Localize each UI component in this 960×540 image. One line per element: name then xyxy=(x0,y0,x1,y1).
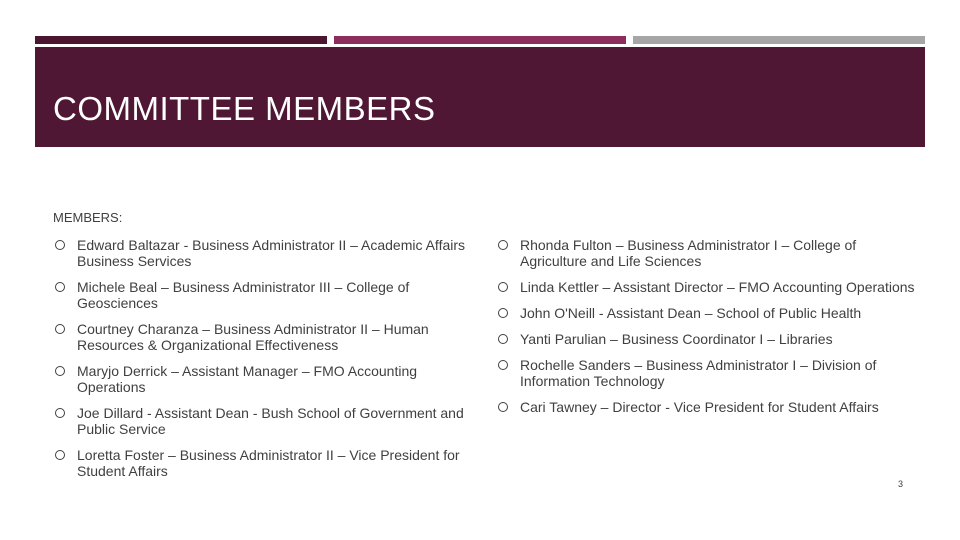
circle-bullet-icon xyxy=(498,360,508,370)
circle-bullet-icon xyxy=(55,240,65,250)
list-item xyxy=(53,363,473,395)
circle-bullet-icon xyxy=(55,366,65,376)
list-item xyxy=(496,357,916,389)
list-item xyxy=(53,321,473,353)
list-item xyxy=(53,405,473,437)
top-accent-bars xyxy=(35,36,925,44)
page-number: 3 xyxy=(898,479,904,489)
member-text: Loretta Foster – Business Administrator II – Vice President for Student Affairs xyxy=(77,447,460,479)
member-text: Cari Tawney – Director - Vice President for Student Affairs xyxy=(520,399,879,415)
circle-bullet-icon xyxy=(55,282,65,292)
list-item xyxy=(496,237,916,269)
list-item xyxy=(496,399,916,415)
members-list-right xyxy=(496,237,916,425)
accent-bar-dark xyxy=(35,36,327,44)
list-item xyxy=(496,279,916,295)
circle-bullet-icon xyxy=(498,334,508,344)
slide-title: COMMITTEE MEMBERS xyxy=(53,90,436,127)
circle-bullet-icon xyxy=(55,408,65,418)
member-text: John O'Neill - Assistant Dean – School of Public Health xyxy=(520,305,862,321)
circle-bullet-icon xyxy=(498,308,508,318)
member-text: Edward Baltazar - Business Administrator II – Academic Affairs Business Services xyxy=(77,237,466,269)
member-text: Yanti Parulian – Business Coordinator I – Libraries xyxy=(520,331,833,347)
member-text: Courtney Charanza – Business Administrator II – Human Resources & Organizational Effectiveness xyxy=(77,321,429,353)
members-list-left xyxy=(53,237,473,489)
list-item xyxy=(53,279,473,311)
list-item xyxy=(53,447,473,479)
member-text: Rochelle Sanders – Business Administrator I – Division of Information Technology xyxy=(520,357,877,389)
circle-bullet-icon xyxy=(55,324,65,334)
member-text: Michele Beal – Business Administrator III – College of Geosciences xyxy=(77,279,410,311)
circle-bullet-icon xyxy=(55,450,65,460)
member-text: Rhonda Fulton – Business Administrator I – College of Agriculture and Life Sciences xyxy=(520,237,857,269)
member-text: Joe Dillard - Assistant Dean - Bush School of Government and Public Service xyxy=(77,405,464,437)
member-text: Maryjo Derrick – Assistant Manager – FMO Accounting Operations xyxy=(77,363,418,395)
section-label: MEMBERS: xyxy=(53,210,123,225)
circle-bullet-icon xyxy=(498,402,508,412)
accent-bar-magenta xyxy=(334,36,626,44)
list-item xyxy=(496,331,916,347)
list-item xyxy=(53,237,473,269)
member-text: Linda Kettler – Assistant Director – FMO Accounting Operations xyxy=(520,279,915,295)
list-item xyxy=(496,305,916,321)
title-band xyxy=(35,47,925,147)
accent-bar-gray xyxy=(633,36,925,44)
circle-bullet-icon xyxy=(498,240,508,250)
circle-bullet-icon xyxy=(498,282,508,292)
